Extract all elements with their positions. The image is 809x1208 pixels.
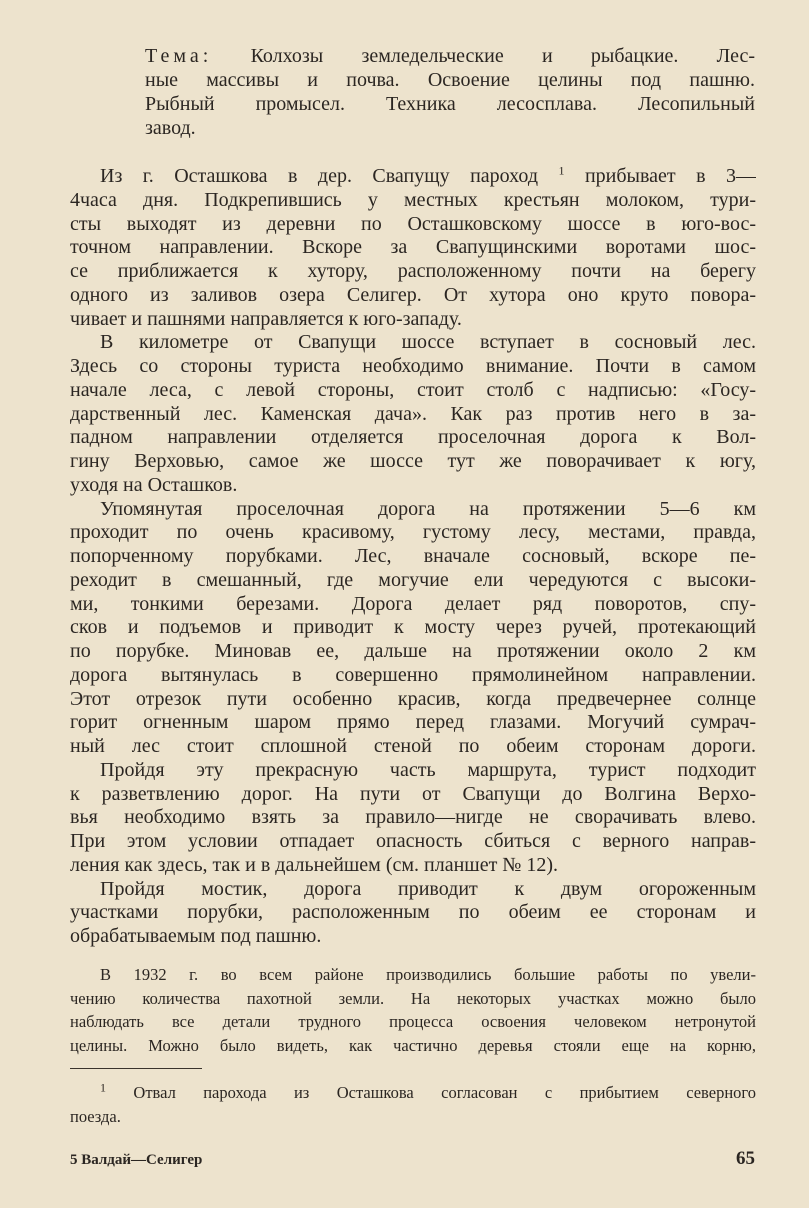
text-line: дарственный лес. Каменская дача». Как раз против него в за- [70, 402, 756, 425]
page-number: 65 [736, 1148, 755, 1169]
text-line: проходит по очень красивому, густому лесу, местами, правда, [70, 521, 756, 544]
text-line: 4часа дня. Подкрепившись у местных крестьян молоком, тури- [70, 188, 756, 211]
text-line: участками порубки, расположенным по обеим ее сторонам и [70, 901, 756, 924]
theme-line: Тема: Колхозы земледельческие и рыбацкие. Лес- [145, 45, 755, 67]
text-line: сты выходят из деревни по Осташковскому шоссе в юго-вос- [70, 212, 756, 235]
text-line: Здесь со стороны туриста необходимо внимание. Почти в самом [70, 355, 756, 377]
theme-label: Тема: [145, 45, 213, 67]
small-line: наблюдать все детали трудного процесса освоения человеком нетронутой [70, 1012, 756, 1031]
text-line: вья необходимо взять за правило—нигде не сворачивать влево. [70, 806, 756, 829]
text-line: реходит в смешанный, где могучие ели чередуются с высоки- [70, 568, 756, 591]
text-line: Из г. Осташкова в дер. Свапущу пароход $^1$ прибывает в 3— [100, 165, 756, 187]
text-line: Этот отрезок пути особенно красив, когда предвечернее солнце [70, 687, 756, 710]
signature-mark: 5 Валдай—Селигер [70, 1152, 203, 1168]
text-line: горит огненным шаром прямо перед глазами. Могучий сумрач- [70, 711, 756, 734]
text-line: При этом условии отпадает опасность сбиться с верного направ- [70, 830, 756, 852]
theme-line: ные массивы и почва. Освоение целины под пашню. [145, 69, 755, 91]
small-print-paragraph [70, 963, 756, 1057]
footnote-divider [70, 1068, 202, 1069]
text-line: начале леса, с левой стороны, стоит столб с надписью: «Госу- [70, 378, 756, 401]
text-line: чивает и пашнями направляется к юго-западу. [70, 307, 462, 330]
text-line: Пройдя мостик, дорога приводит к двум огороженным [100, 877, 756, 900]
footnote-line: $^1$ Отвал парохода из Осташкова согласован с прибытием северного [100, 1081, 756, 1102]
text-line: Пройдя эту прекрасную часть маршрута, турист подходит [100, 758, 756, 781]
text-line: ный лес стоит сплошной стеной по обеим сторонам дороги. [70, 735, 756, 757]
footnote-line: поезда. [70, 1107, 121, 1126]
small-line: целины. Можно было видеть, как частично деревья стояли еще на корню, [70, 1035, 756, 1055]
main-text [70, 165, 756, 949]
text-line: ления как здесь, так и в дальнейшем (см. планшет № 12). [70, 853, 559, 876]
footnote-mark: 1 [100, 1081, 106, 1095]
text-line: попорченному порубками. Лес, вначале сосновый, вскоре пе- [70, 545, 756, 567]
text-line: точном направлении. Вскоре за Свапущинскими воротами шос- [70, 236, 756, 259]
text-line: падном направлении отделяется проселочная дорога к Вол- [70, 426, 756, 449]
small-line: чению количества пахотной земли. На некоторых участках можно было [70, 988, 756, 1008]
footnote [70, 1081, 756, 1129]
text-line: ми, тонкими березами. Дорога делает ряд поворотов, спу- [70, 592, 756, 615]
text-line: гину Верховью, самое же шоссе тут же поворачивает к югу, [70, 450, 756, 472]
text-line: уходя на Осташков. [70, 473, 238, 496]
text-line: дорога вытянулась в совершенно прямолинейном направлении. [70, 663, 756, 686]
theme-paragraph [145, 44, 755, 140]
small-line: В 1932 г. во всем районе производились большие работы по увели- [100, 965, 756, 984]
text-line: обрабатываемым под пашню. [70, 925, 322, 947]
text-line: сков и подъемов и приводит к мосту через ручей, протекающий [70, 616, 756, 639]
theme-line: Рыбный промысел. Техника лесосплава. Лесопильный [145, 93, 755, 115]
footnote-reference: 1 [558, 165, 565, 178]
text-line: одного из заливов озера Селигер. От хутора оно круто повора- [70, 283, 756, 306]
text-line: се приближается к хутору, расположенному почти на берегу [70, 260, 756, 282]
text-line: Упомянутая проселочная дорога на протяжении 5—6 км [100, 497, 756, 520]
text-line: к разветвлению дорог. На пути от Свапущи до Волгина Верхо- [70, 782, 756, 805]
text-line: по порубке. Миновав ее, дальше на протяжении около 2 км [70, 640, 756, 662]
theme-line: завод. [145, 117, 196, 139]
text-line: В километре от Свапущи шоссе вступает в сосновый лес. [100, 331, 756, 354]
